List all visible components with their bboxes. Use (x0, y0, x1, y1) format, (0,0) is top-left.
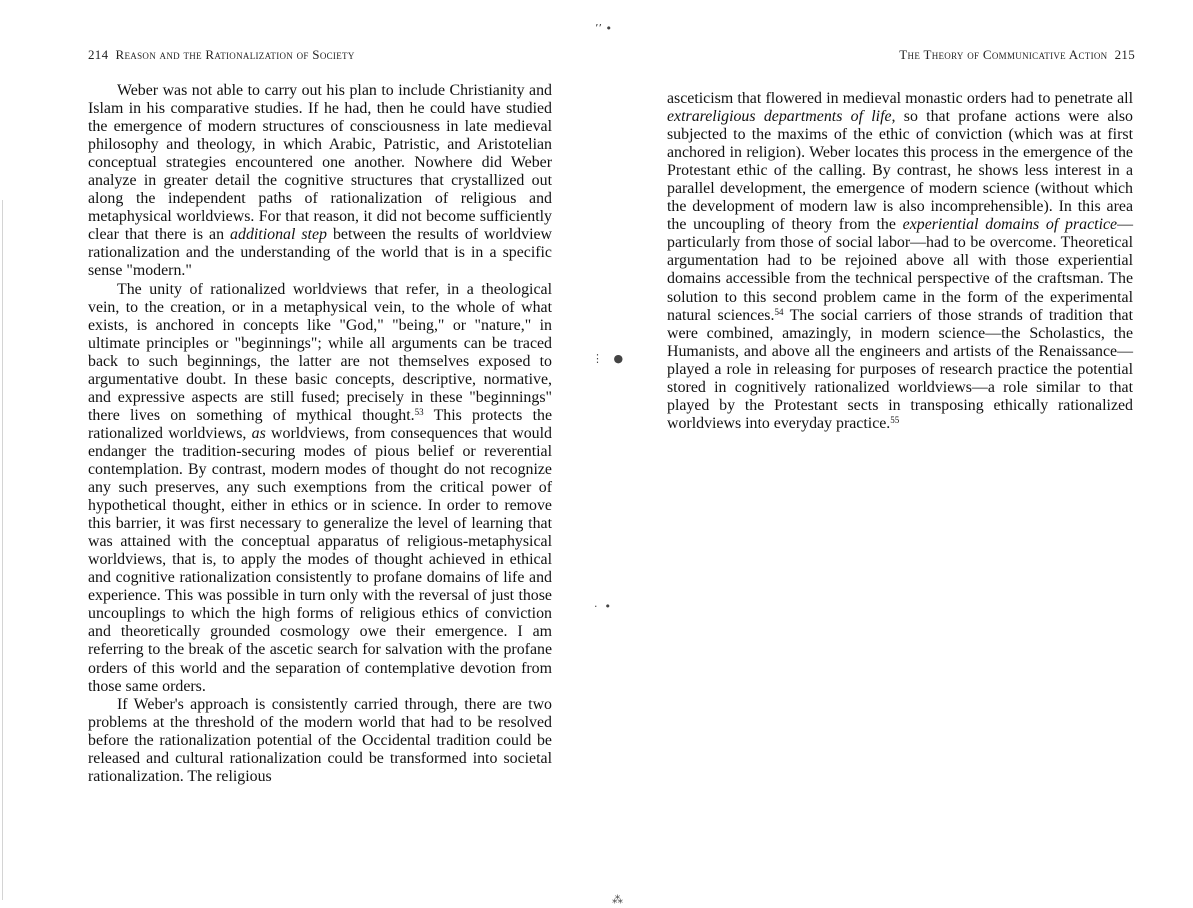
left-running-head-title: Reason and the Rationalization of Society (115, 47, 355, 62)
right-page (597, 0, 1193, 908)
text-run: between the results of worldview rationalization and the understanding of the world that is in a specific sense "modern." (88, 226, 553, 280)
right-body-text (667, 90, 1133, 433)
right-running-head-title: The Theory of Communicative Action (899, 47, 1108, 62)
left-page-number: 214 (88, 47, 109, 62)
paragraph (88, 696, 552, 786)
page-edge-shadow (2, 200, 3, 900)
paragraph (667, 90, 1133, 433)
text-run: —particularly from those of social labor—had to be overcome. Theoretical argumentation had to be rejoined above all with those experiential domains accessible from the technical perspective of the craftsman. The solution to this second problem came in the form of the experimental natural sciences. (667, 216, 1133, 324)
right-page-number: 215 (1114, 47, 1135, 62)
scan-speck: ⋮ ● (592, 352, 624, 365)
footnote-ref: 54 (774, 306, 784, 317)
text-run: Weber was not able to carry out his plan to include Christianity and Islam in his comparative studies. If he had, then he could have studied the emergence of modern structures of consciousness in late medieval philosophy and theology, in which Arabic, Patristic, and Aristotelian conceptual strategies encountered one another. Nowhere did Weber analyze in greater detail the cognitive structures that crystallized out along the independent paths of rationalization of religious and metaphysical worldviews. For that reason, it did not become sufficiently clear that there is an (88, 82, 552, 244)
paragraph (88, 281, 552, 696)
scan-speck: ⁂ (612, 893, 623, 906)
paragraph (88, 82, 552, 281)
text-run: so that profane actions were also subjected to the maxims of the ethic of conviction (which was at first anchored in religion). Weber locates this process in the emergence of the Protestant ethic of the calling. By contrast, he shows less interest in a parallel development, the emergence of modern science (without which the development of modern law is also incomprehensible). In this area the uncoupling of theory from the (667, 108, 1133, 234)
text-run: The unity of rationalized worldviews that refer, in a theological vein, to the creation, or in a metaphysical vein, to the whole of what exists, is anchored in concepts like "God," "being," or "nature," in ultimate principles or "beginnings"; while all arguments can be traced back to such beginnings, the latter are not themselves exposed to argumentative doubt. In these basic concepts, descriptive, normative, and expressive aspects are still fused; precisely in these "beginnings" there lives on something of mythical thought. (88, 280, 552, 424)
text-run: If Weber's approach is consistently carried through, there are two problems at the threshold of the modern world that had to be resolved before the rationalization potential of the Occidental tradition could be released and cultural rationalization could be transformed into societal rationalization. The religious (88, 695, 552, 785)
text-run: The social carriers of those strands of tradition that were combined, amazingly, in modern science—the Scholastics, the Humanists, and above all the engineers and artists of the Renaissance—played a role in releasing for purposes of research practice the potential stored in cognitively rationalized worldviews—a role similar to that played by the Protestant sects in transposing ethically rationalized worldviews into everyday practice. (667, 306, 1133, 432)
text-run: This protects the rationalized worldviews, (88, 406, 552, 442)
text-run: asceticism that flowered in medieval monastic orders had to penetrate all (667, 90, 1133, 107)
left-running-head (88, 47, 355, 63)
italic-text: as (251, 424, 266, 442)
text-run: worldviews, from consequences that would endanger the tradition-securing modes of pious belief or reverential contemplation. By contrast, modern modes of thought do not recognize any such preserves, any such exemptions from the critical power of hypothetical thought, either in ethics or in science. In order to remove this barrier, it was first necessary to generalize the level of learning that was attained with the conceptual apparatus of religious-metaphysical worldviews, that is, to apply the modes of thought achieved in ethical and cognitive rationalization consistently to profane domains of life and experience. This was possible in turn only with the reversal of just those uncouplings to which the high forms of religious ethics of conviction and theoretically grounded cosmology owe their emergence. I am referring to the break of the ascetic search for salvation with the profane orders of this world and the separation of contemplative devotion from those same orders. (88, 424, 552, 695)
italic-text: experiential domains of practice (902, 216, 1118, 234)
scan-speck: · • (594, 600, 611, 613)
right-running-head (899, 47, 1135, 63)
left-body-text (88, 82, 552, 786)
left-page (0, 0, 596, 908)
scan-speck: ’’ • (595, 22, 612, 35)
footnote-ref: 53 (414, 406, 424, 417)
italic-text: extrareligious departments of life, (667, 108, 896, 126)
italic-text: additional step (230, 226, 327, 244)
footnote-ref: 55 (890, 414, 900, 425)
